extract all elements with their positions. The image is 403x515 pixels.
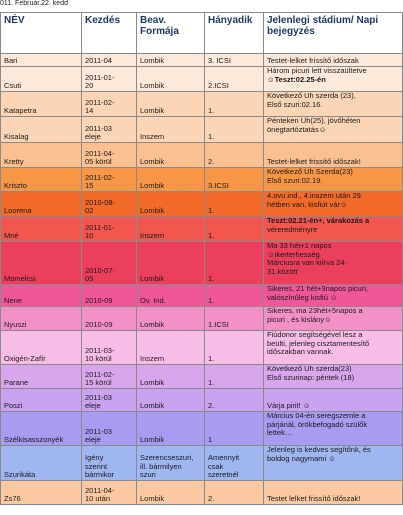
cell-nev: Szurikáta — [1, 446, 82, 481]
cell-jelenlegi: Várja pirit! ☺ — [264, 389, 403, 412]
cell-nev: Szélkisasszonyék — [1, 412, 82, 446]
table-row — [1, 285, 403, 307]
cell-jelenlegi: Testet lelket frissítő időszak! — [264, 481, 403, 505]
cell-hanyadik: 3. ICSI — [205, 54, 264, 67]
table-row — [1, 117, 403, 143]
cell-kezdes: 2011-04 — [82, 54, 137, 67]
cell-kezdes: 2010-09 — [82, 307, 137, 331]
column-header-kezdes: Kezdés — [82, 13, 137, 54]
cell-kezdes: 2011-03 eleje — [82, 117, 137, 143]
cell-forma: Lombik — [137, 389, 205, 412]
column-header-nev: NÉV — [1, 13, 82, 54]
cell-kezdes: 2011-01- 20 — [82, 67, 137, 92]
cell-forma: Ov. Ind. — [137, 285, 205, 307]
cell-kezdes: 2011-01- 10 — [82, 217, 137, 242]
cell-forma: Szerencseszuri, ill. bármilyen szuri — [137, 446, 205, 481]
table-row — [1, 412, 403, 446]
cell-nev: Kriszto — [1, 168, 82, 192]
cell-nev: Nene — [1, 285, 82, 307]
cell-forma: Lombik — [137, 192, 205, 217]
cell-jelenlegi: Három picuri lett visszaültetve ☺Teszt:02.25-én — [264, 67, 403, 92]
cell-kezdes: 2011-02- 15 körül — [82, 365, 137, 389]
cell-forma: Lombik — [137, 307, 205, 331]
ivf-status-table — [0, 12, 403, 505]
cell-jelenlegi: Következő Uh szerda (23), Első szuri:02.16. — [264, 92, 403, 117]
cell-hanyadik: Amennyit csak szeretnél — [205, 446, 264, 481]
table-row — [1, 307, 403, 331]
table-row — [1, 365, 403, 389]
cell-hanyadik: 1. — [205, 242, 264, 285]
cell-nev: Bari — [1, 54, 82, 67]
cell-nev: Oxigén-Zafír — [1, 331, 82, 365]
cell-forma: Inszem — [137, 217, 205, 242]
cell-forma: Lombik — [137, 67, 205, 92]
cell-jelenlegi: 4.ovu.ind., 4.inszem után 29. hétben van, kisfiút vár☺ — [264, 192, 403, 217]
table-row — [1, 143, 403, 168]
column-header-jelenlegi: Jelenlegi stádium/ Napi bejegyzés — [264, 13, 403, 54]
cell-jelenlegi: Testet-lelket frissítő időszak! — [264, 143, 403, 168]
cell-nev: Nyuszi — [1, 307, 82, 331]
cell-nev: Loorena — [1, 192, 82, 217]
cell-hanyadik: 1. — [205, 192, 264, 217]
cell-hanyadik: 1. — [205, 217, 264, 242]
cell-nev: Katapetra — [1, 92, 82, 117]
cell-hanyadik: 1 — [205, 412, 264, 446]
cell-forma: Lombik — [137, 242, 205, 285]
cell-forma: Lombik — [137, 481, 205, 505]
cell-forma: Lombik — [137, 412, 205, 446]
table-row — [1, 54, 403, 67]
cell-forma: Lombik — [137, 143, 205, 168]
cell-jelenlegi: Ma 33 hét+1 napos ☺ikerterhesség Márciusra van kiírva 24- 31.között — [264, 242, 403, 285]
cell-nev: Csuti — [1, 67, 82, 92]
cell-kezdes: 2011-02- 14 — [82, 92, 137, 117]
cell-kezdes: 2011-04- 10 után — [82, 481, 137, 505]
cell-jelenlegi: Jelenleg is kedves segítőnk, és boldog nagymami ☺ — [264, 446, 403, 481]
cell-kezdes: Igény szerint bármikor — [82, 446, 137, 481]
cell-kezdes: 2011-03 eleje — [82, 389, 137, 412]
column-header-forma: Beav. Formája — [137, 13, 205, 54]
cell-kezdes: 2010-09 — [82, 285, 137, 307]
date-header: 011. Február.22. kedd — [0, 0, 68, 7]
cell-jelenlegi: Fiúdonor segítségével lesz a beülti, jelenleg cisztamentesítő időszakban vannak. — [264, 331, 403, 365]
cell-hanyadik: 1. — [205, 117, 264, 143]
cell-hanyadik: 1. — [205, 285, 264, 307]
cell-nev: Kisalag — [1, 117, 82, 143]
cell-nev: Kretty — [1, 143, 82, 168]
cell-jelenlegi: Pénteken Uh(25), jövőhéten önegtartóztatás☺ — [264, 117, 403, 143]
cell-jelenlegi: Testet-lelket frissítő időszak — [264, 54, 403, 67]
table-row — [1, 481, 403, 505]
cell-forma: Inszem — [137, 117, 205, 143]
cell-hanyadik: 2. — [205, 389, 264, 412]
cell-hanyadik: 1. — [205, 365, 264, 389]
table-row — [1, 168, 403, 192]
cell-jelenlegi: Március 04-én seregszemle a párjánál, örökbefogadó szülők lettek… — [264, 412, 403, 446]
cell-jelenlegi: Sikeres, ma 23hét+5napos a picuri , és kislány☺ — [264, 307, 403, 331]
table-row — [1, 217, 403, 242]
header-row — [1, 13, 403, 54]
cell-nev: Momelcsi — [1, 242, 82, 285]
table-row — [1, 389, 403, 412]
table-row — [1, 446, 403, 481]
table-row — [1, 92, 403, 117]
table-body — [1, 54, 403, 505]
cell-kezdes: 2011-02- 15 — [82, 168, 137, 192]
cell-jelenlegi: Teszt:02.21-én+, várakozás a véreredményre — [264, 217, 403, 242]
cell-nev: Parane — [1, 365, 82, 389]
cell-jelenlegi: Következő Uh Szerda(23) Első szuri:02.19. — [264, 168, 403, 192]
cell-kezdes: 2011-04- 05 körül — [82, 143, 137, 168]
cell-kezdes: 2011-03 eleje — [82, 412, 137, 446]
cell-hanyadik: 3.ICSI — [205, 168, 264, 192]
cell-kezdes: 2010-07- 05 — [82, 242, 137, 285]
cell-forma: Lombik — [137, 92, 205, 117]
cell-forma: Lombik — [137, 168, 205, 192]
cell-hanyadik: 2. — [205, 481, 264, 505]
cell-forma: Lombik — [137, 54, 205, 67]
cell-nev: Poszi — [1, 389, 82, 412]
cell-kezdes: 2010-08- 02 — [82, 192, 137, 217]
cell-hanyadik: 1. — [205, 92, 264, 117]
table-row — [1, 242, 403, 285]
cell-hanyadik: 2.ICSI — [205, 67, 264, 92]
cell-forma: Lombik — [137, 365, 205, 389]
cell-nev: Zs76 — [1, 481, 82, 505]
table-row — [1, 67, 403, 92]
table-row — [1, 192, 403, 217]
cell-kezdes: 2011-03- 10 körül — [82, 331, 137, 365]
cell-hanyadik: 2. — [205, 143, 264, 168]
column-header-hanyadik: Hányadik — [205, 13, 264, 54]
table-row — [1, 331, 403, 365]
cell-jelenlegi: Következő Uh szerda(23) Első szurinap: péntek (18) — [264, 365, 403, 389]
cell-nev: Mné — [1, 217, 82, 242]
cell-hanyadik: 1.ICSI — [205, 307, 264, 331]
cell-jelenlegi: Sikeres, 21 hét+3napos picuri, valószínűleg kisfiú ☺ — [264, 285, 403, 307]
cell-hanyadik: 1. — [205, 331, 264, 365]
cell-forma: Inszem — [137, 331, 205, 365]
